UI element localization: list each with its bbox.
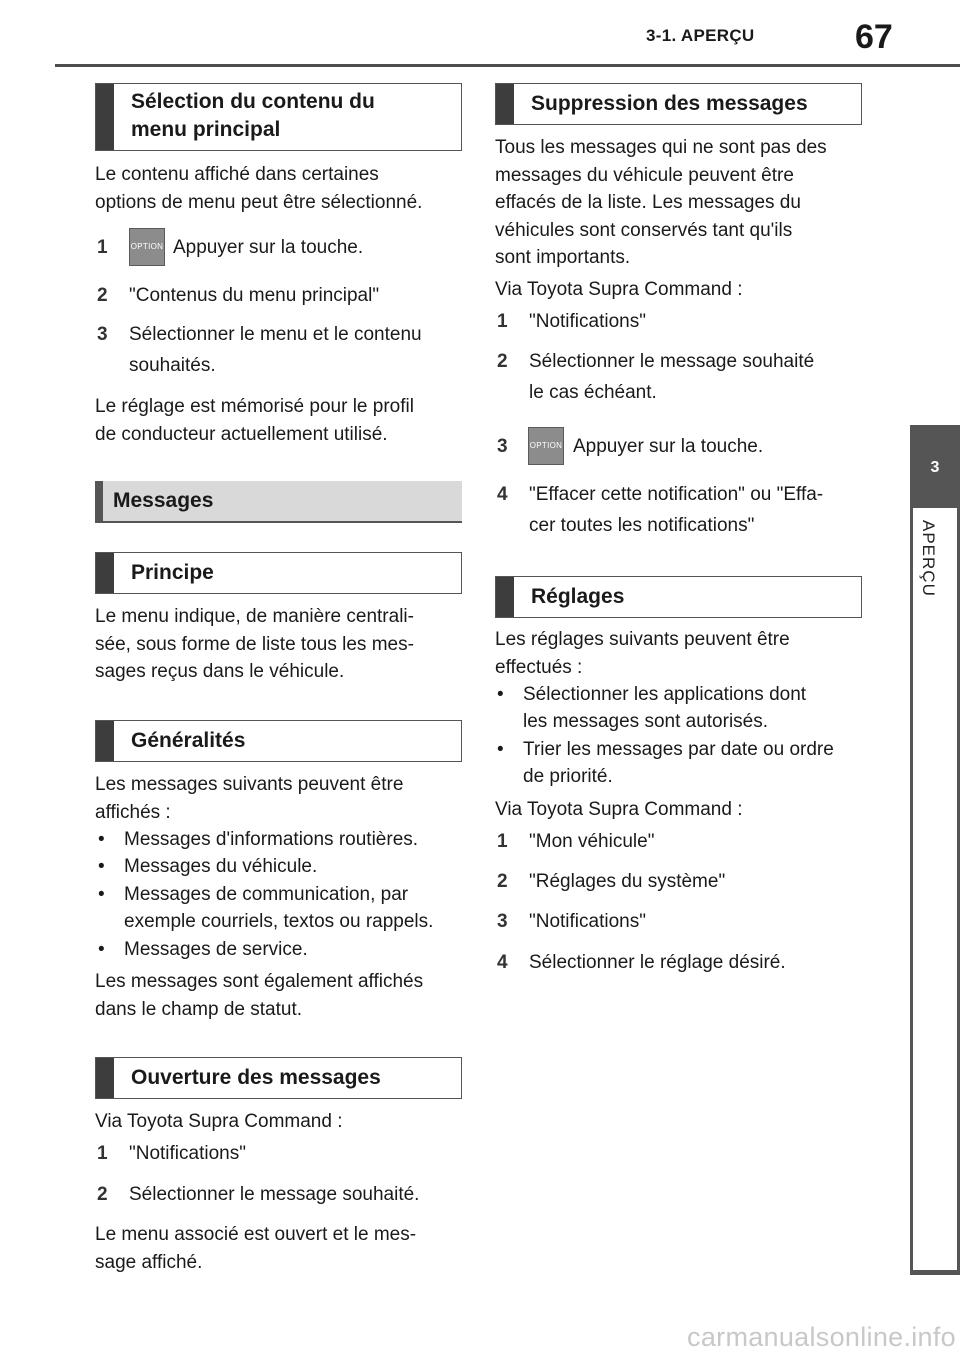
step-label: "Réglages du système" [529,871,726,892]
text-line: sage affiché. [95,1251,203,1273]
chapter-label: APERÇU [919,520,938,597]
step-text [173,233,363,263]
watermark: carmanualsonline.info [687,1322,956,1352]
text-line: Le réglage est mémorisé pour le profil [95,396,414,417]
step-number: 4 [497,952,508,973]
list-item-text: Trier les messages par date ou ordre [523,739,834,760]
bullet-icon: • [98,939,105,960]
list-item-text: Messages d'informations routières. [124,829,419,850]
section-title: Généralités [131,729,246,752]
option-button-icon: OPTION [129,228,165,266]
section-bar [96,84,114,150]
step-number: 1 [497,831,508,852]
section-header-reglages [495,576,862,618]
step-label: Appuyer sur la touche. [173,237,364,258]
step-number: 3 [497,436,508,457]
bullet-icon: • [98,829,105,850]
list-item-text: les messages sont autorisés. [523,711,769,732]
step-label: "Notifications" [529,911,646,932]
chapter-header-messages [95,481,462,523]
step-number: 1 [97,1143,108,1164]
paragraph [495,626,790,681]
paragraph [95,771,403,826]
text-line: Les messages suivants peuvent être [95,774,404,795]
step-number: 2 [497,871,508,892]
step-number: 3 [497,911,508,932]
step-number: 1 [97,237,108,258]
text-line: options de menu peut être sélectionné. [95,191,423,213]
step-label: Sélectionner le message souhaité [529,351,815,372]
text-line: sages reçus dans le véhicule. [95,661,345,682]
section-title: Ouverture des messages [131,1066,381,1089]
section-header-main-menu [95,83,462,151]
section-title: Principe [131,561,214,584]
step-label: "Effacer cette notification" ou "Effa- [529,484,824,505]
list-item-text: de priorité. [523,766,613,787]
section-bar [96,1058,114,1098]
step-label-cont: cer toutes les notifications" [529,515,755,536]
paragraph [95,968,423,1023]
text-line: véhicules sont conservés tant qu'ils [495,219,793,241]
step-number: 2 [497,351,508,372]
text-line: de conducteur actuellement utilisé. [95,423,388,445]
page-number: 67 [855,18,893,56]
text-line: sée, sous forme de liste tous les mes- [95,633,414,655]
section-bar [95,481,103,521]
paragraph: Via Toyota Supra Command : [495,279,743,300]
chapter-tab[interactable] [910,425,960,505]
step-number: 3 [97,324,108,345]
section-title: Messages [113,489,214,512]
text-line: dans le champ de statut. [95,998,303,1020]
text-line: Le menu associé est ouvert et le mes- [95,1224,417,1245]
paragraph [95,1221,416,1276]
step-label: Sélectionner le réglage désiré. [529,952,786,973]
text-line: messages du véhicule peuvent être [495,164,794,186]
section-title: 3-1. APERÇU [646,26,755,45]
step-label-cont: souhaités. [129,355,216,376]
list-item-text: Messages du véhicule. [124,856,318,877]
text-line: Le contenu affiché dans certaines [95,164,379,185]
section-title-line: menu principal [131,118,281,141]
section-header-suppression [495,83,862,125]
paragraph: Via Toyota Supra Command : [95,1111,343,1132]
bullet-icon: • [497,684,504,705]
text-line: affichés : [95,801,171,823]
step-number: 1 [497,311,508,332]
text-line: effacés de la liste. Les messages du [495,192,801,213]
step-label: Sélectionner le menu et le contenu [129,324,422,345]
section-header-principe [95,552,462,594]
section-bar [96,553,114,593]
text-line: effectués : [495,656,583,678]
text-line: sont importants. [495,247,631,268]
chapter-number: 3 [930,459,940,476]
step-number: 2 [97,1184,108,1205]
paragraph [95,393,414,448]
bullet-icon: • [98,856,105,877]
section-bar [496,84,514,124]
text-line: Le menu indique, de manière centrali- [95,606,414,627]
text-line: Les messages sont également affichés [95,971,424,992]
step-number: 2 [97,285,108,306]
section-title: Suppression des messages [531,92,808,115]
step-number: 4 [497,484,508,505]
bullet-icon: • [497,739,504,760]
section-title: Réglages [531,585,625,608]
step-label: "Notifications" [529,311,646,332]
step-label: Sélectionner le message souhaité. [129,1184,420,1205]
paragraph [95,603,414,686]
paragraph [95,161,422,216]
paragraph [495,134,827,272]
section-header-generalites [95,720,462,762]
step-label: "Notifications" [129,1143,246,1164]
bullet-icon: • [98,884,105,905]
section-bar [96,721,114,761]
section-bar [496,577,514,617]
step-label: "Mon véhicule" [529,831,655,852]
text-line: Les réglages suivants peuvent être [495,629,790,650]
option-button-icon: OPTION [528,427,564,465]
step-label: "Contenus du menu principal" [129,285,380,306]
section-header-ouverture [95,1057,462,1099]
step-label: Appuyer sur la touche. [573,436,764,457]
list-item-text: Messages de service. [124,939,308,960]
list-item-text: Messages de communication, par [124,884,409,905]
header-rule [55,64,960,67]
step-text [573,432,763,462]
step-label-cont: le cas échéant. [529,382,657,403]
list-item-text: exemple courriels, textos ou rappels. [124,911,434,932]
list-item-text: Sélectionner les applications dont [523,684,807,705]
text-line: Tous les messages qui ne sont pas des [495,137,827,158]
paragraph: Via Toyota Supra Command : [495,799,743,820]
section-title-line: Sélection du contenu du [131,90,375,113]
chapter-tab-inner [913,508,957,1270]
